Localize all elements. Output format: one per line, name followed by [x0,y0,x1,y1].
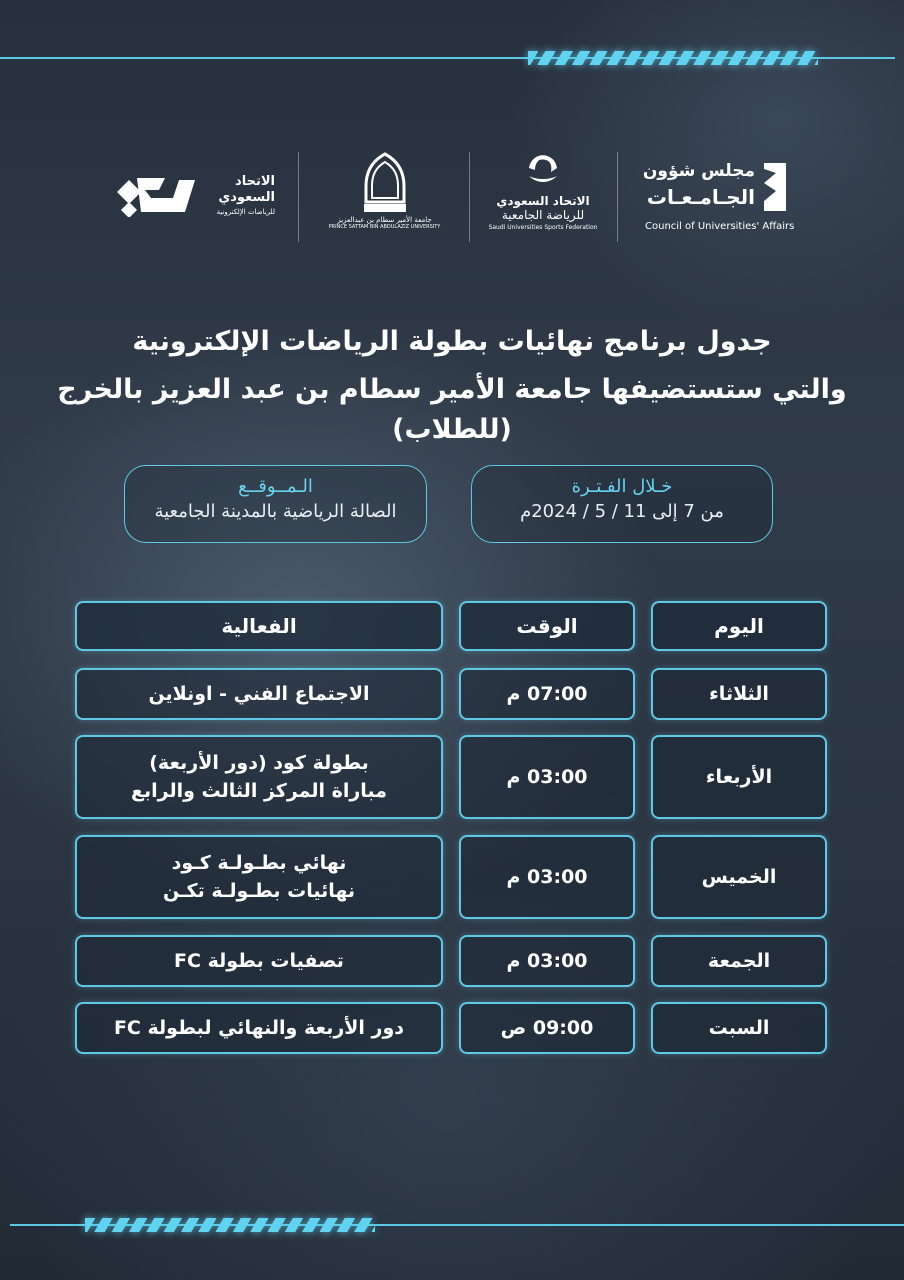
table-row-time: 03:00 م [459,935,635,987]
table-row-activity [75,935,443,987]
esports-name-line2: السعودي [218,190,275,205]
activity-line: دور الأربعة والنهائي لبطولة FC [113,1017,405,1039]
logo-divider [617,152,618,242]
page-title-line1: جدول برنامج نهائيات بطولة الرياضات الإلكترونية [132,326,772,357]
bottom-stripes-decoration [85,1218,375,1232]
table-row-activity [75,668,443,720]
table-row-time: 03:00 م [459,735,635,819]
table-row-day: الثلاثاء [651,668,827,720]
location-box [124,465,427,543]
period-box [471,465,773,543]
table-row-time: 03:00 م [459,835,635,919]
university-name-en: PRINCE SATTAM BIN ABDULAZIZ UNIVERSITY [328,224,441,230]
university-name-ar: جامعة الأمير سطام بن عبدالعزيز [337,216,432,224]
location-label: الـمــوقــع [238,476,313,497]
sports-federation-line1: الاتحاد السعودي [496,194,590,208]
table-row-activity [75,1002,443,1054]
table-row-activity [75,835,443,919]
sports-federation-line2: للرياضة الجامعية [501,208,585,222]
esports-name-line3: للرياضات الإلكترونية [216,208,275,216]
header-day: اليوم [651,601,827,651]
sports-federation-emblem-icon [523,150,563,190]
table-row-day: الجمعة [651,935,827,987]
header-activity: الفعالية [75,601,443,651]
table-row-activity [75,735,443,819]
table-row-day: السبت [651,1002,827,1054]
header-time: الوقت [459,601,635,651]
university-emblem-icon [360,152,410,214]
activity-line: تصفيات بطولة FC [174,950,344,972]
table-row-time: 07:00 م [459,668,635,720]
sports-federation-en: Saudi Universities Sports Federation [488,224,598,231]
council-emblem-icon [762,161,788,213]
esports-federation-logo [115,170,275,225]
logo-divider [469,152,470,242]
period-value: من 7 إلى 11 / 5 / 2024م [520,501,724,522]
council-name-line1: مجلس شؤون [642,161,755,181]
activity-line: نهائيات بطـولـة تكـن [162,880,356,902]
activity-line: بطولة كود (دور الأربعة) [149,752,369,774]
council-logo [640,155,800,240]
activity-line: نهائي بطـولـة كـود [171,852,347,874]
activity-line: الاجتماع الفني - اونلاين [148,683,370,705]
council-name-line2: الجـامـعـات [646,185,755,209]
activity-line: مباراة المركز الثالث والرابع [131,780,387,802]
esports-name-line1: الاتحاد [235,174,275,189]
page-title-line2: والتي ستستضيفها جامعة الأمير سطام بن عبد العزيز بالخرج (للطلاب) [57,374,847,445]
period-label: خـلال الفـتـرة [571,476,673,497]
council-name-en: Council of Universities' Affairs [645,221,795,232]
sports-federation-logo [488,150,598,245]
top-stripes-decoration [528,51,818,65]
table-row-day: الخميس [651,835,827,919]
location-value: الصالة الرياضية بالمدينة الجامعية [154,501,397,522]
table-row-time: 09:00 ص [459,1002,635,1054]
logo-divider [298,152,299,242]
esports-emblem-icon [115,172,197,217]
table-row-day: الأربعاء [651,735,827,819]
university-logo [322,152,447,244]
